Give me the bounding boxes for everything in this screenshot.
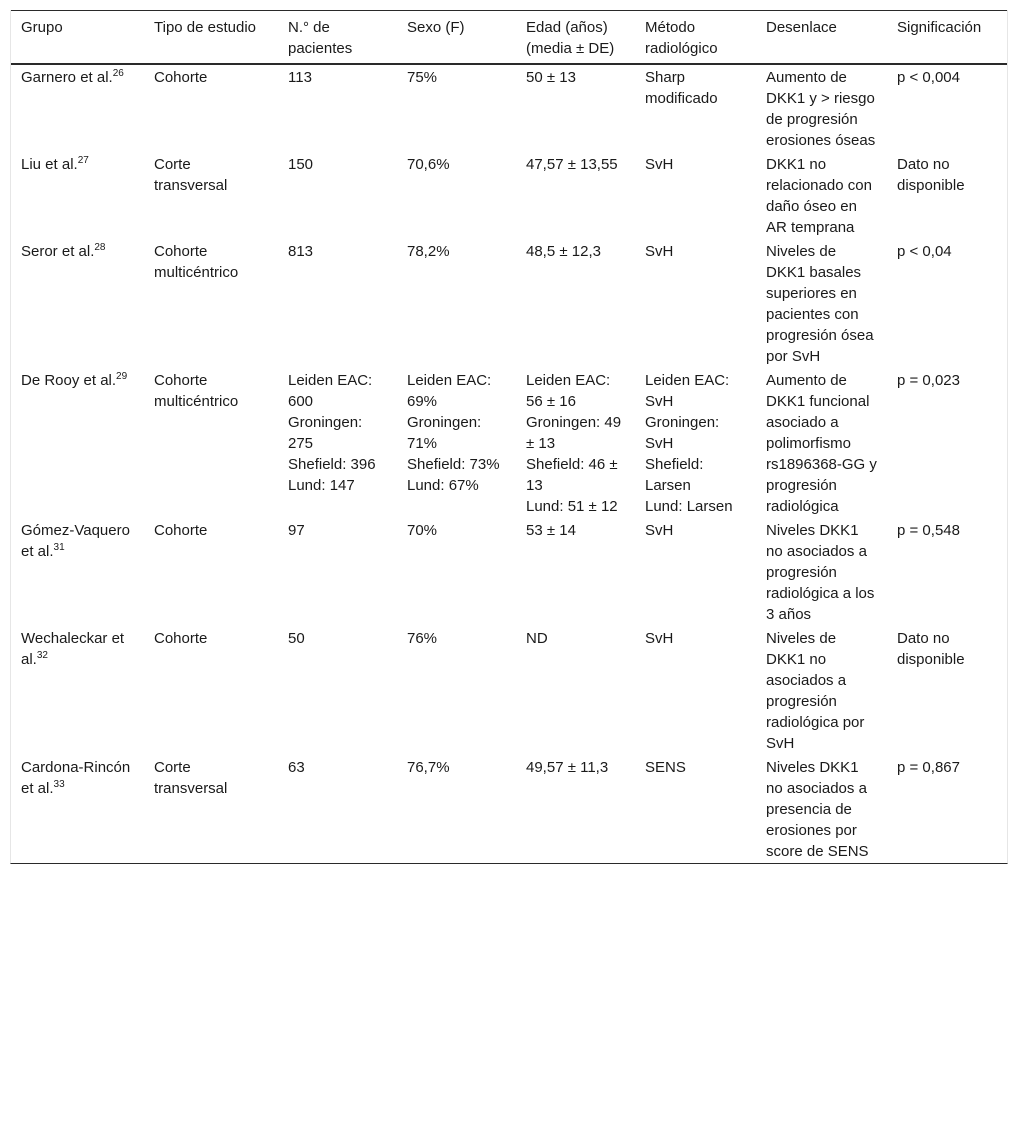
reference-number: 26: [112, 68, 124, 79]
cell-metodo: [635, 518, 756, 626]
cell-edad: [516, 64, 635, 152]
cell-sexo: [397, 518, 516, 626]
cell-line: 49,57 ± 11,3: [526, 759, 609, 776]
cell-significacion: p < 0,04: [897, 243, 952, 260]
cell-line: 47,57 ± 13,55: [526, 156, 618, 173]
cell-significacion: p = 0,548: [897, 522, 960, 539]
cell-line: Leiden EAC: 600: [288, 372, 373, 410]
cell-line: 50: [288, 630, 305, 647]
cell-desenlace: Aumento de DKK1 funcional asociado a polimorfismo rs1896368-GG y progresión radiológica: [766, 372, 877, 515]
cell-edad: [516, 152, 635, 239]
group-name: Liu et al.: [21, 156, 78, 173]
cell-line: 76%: [407, 630, 438, 647]
cell-line: Lund: 147: [288, 477, 355, 494]
cell-line: Groningen: SvH: [645, 414, 720, 452]
table-row: [11, 368, 1007, 518]
reference-number: 33: [53, 779, 65, 790]
cell-significacion: Dato no disponible: [897, 630, 965, 668]
reference-number: 27: [77, 155, 89, 166]
cell-significacion: Dato no disponible: [897, 156, 965, 194]
cell-desenlace: DKK1 no relacionado con daño óseo en AR temprana: [766, 156, 872, 236]
cell-line: 813: [288, 243, 314, 260]
cell-line: Groningen: 49 ± 13: [526, 414, 622, 452]
group-name: Cardona-Rincón et al.: [21, 759, 131, 797]
table-row: [11, 626, 1007, 755]
table-body: [11, 64, 1007, 863]
table-row: [11, 518, 1007, 626]
cell-pacientes: [278, 626, 397, 755]
group-name: De Rooy et al.: [21, 372, 117, 389]
header-edad: Edad (años) (media ± DE): [516, 11, 635, 65]
cell-line: 150: [288, 156, 314, 173]
cell-line: Shefield: 46 ± 13: [526, 456, 618, 494]
cell-line: SvH: [645, 630, 674, 647]
cell-desenlace: Niveles de DKK1 no asociados a progresión radiológica por SvH: [766, 630, 865, 752]
reference-number: 31: [53, 542, 65, 553]
cell-line: 63: [288, 759, 305, 776]
cell-line: Lund: 67%: [407, 477, 479, 494]
cell-desenlace: Niveles DKK1 no asociados a progresión radiológica a los 3 años: [766, 522, 875, 623]
cell-line: 70,6%: [407, 156, 450, 173]
cell-line: ND: [526, 630, 548, 647]
cell-line: Shefield: 73%: [407, 456, 500, 473]
header-desenlace: Desenlace: [756, 11, 887, 65]
cell-line: 75%: [407, 69, 438, 86]
cell-line: 113: [288, 69, 312, 86]
cell-metodo: [635, 368, 756, 518]
cell-line: Leiden EAC: 56 ± 16: [526, 372, 611, 410]
cell-line: 48,5 ± 12,3: [526, 243, 601, 260]
cell-line: SvH: [645, 156, 674, 173]
header-grupo: Grupo: [11, 11, 144, 65]
cell-desenlace: Niveles de DKK1 basales superiores en pacientes con progresión ósea por SvH: [766, 243, 874, 365]
cell-edad: [516, 368, 635, 518]
cell-metodo: [635, 152, 756, 239]
cell-line: 70%: [407, 522, 438, 539]
cell-edad: [516, 626, 635, 755]
cell-tipo: Cohorte: [154, 630, 208, 647]
cell-significacion: p < 0,004: [897, 69, 960, 86]
group-name: Gómez-Vaquero et al.: [21, 522, 130, 560]
cell-line: SENS: [645, 759, 686, 776]
cell-grupo: [11, 755, 144, 863]
cell-line: 50 ± 13: [526, 69, 576, 86]
cell-significacion: p = 0,867: [897, 759, 960, 776]
cell-metodo: [635, 626, 756, 755]
cell-line: Lund: Larsen: [645, 498, 733, 515]
group-name: Garnero et al.: [21, 69, 113, 86]
cell-line: Groningen: 71%: [407, 414, 482, 452]
table-row: [11, 64, 1007, 152]
header-significacion: Significación: [887, 11, 1007, 65]
cell-line: Leiden EAC: SvH: [645, 372, 730, 410]
table-row: [11, 152, 1007, 239]
cell-pacientes: [278, 152, 397, 239]
cell-tipo: Corte transversal: [154, 156, 228, 194]
cell-grupo: [11, 64, 144, 152]
cell-tipo: Cohorte multicéntrico: [154, 243, 239, 281]
cell-edad: [516, 239, 635, 368]
cell-desenlace: Aumento de DKK1 y > riesgo de progresión erosiones óseas: [766, 69, 876, 149]
reference-number: 28: [94, 242, 106, 253]
cell-tipo: Cohorte: [154, 522, 208, 539]
cell-sexo: [397, 626, 516, 755]
cell-sexo: [397, 368, 516, 518]
header-row: [11, 11, 1007, 65]
group-name: Wechaleckar et al.: [21, 630, 125, 668]
cell-sexo: [397, 152, 516, 239]
cell-grupo: [11, 152, 144, 239]
reference-number: 32: [36, 650, 48, 661]
cell-metodo: [635, 239, 756, 368]
cell-line: SvH: [645, 522, 674, 539]
group-name: Seror et al.: [21, 243, 95, 260]
cell-desenlace: Niveles DKK1 no asociados a presencia de erosiones por score de SENS: [766, 759, 869, 860]
cell-pacientes: [278, 518, 397, 626]
header-metodo: Método radiológico: [635, 11, 756, 65]
table-row: [11, 239, 1007, 368]
cell-tipo: Cohorte: [154, 69, 208, 86]
cell-sexo: [397, 755, 516, 863]
cell-line: Shefield: Larsen: [645, 456, 704, 494]
cell-grupo: [11, 626, 144, 755]
table-row: [11, 755, 1007, 863]
cell-tipo: Corte transversal: [154, 759, 228, 797]
cell-line: Lund: 51 ± 12: [526, 498, 618, 515]
cell-grupo: [11, 368, 144, 518]
cell-tipo: Cohorte multicéntrico: [154, 372, 239, 410]
header-pacientes: N.° de pacientes: [278, 11, 397, 65]
cell-line: 97: [288, 522, 305, 539]
cell-line: 76,7%: [407, 759, 450, 776]
cell-pacientes: [278, 368, 397, 518]
cell-line: Groningen: 275: [288, 414, 363, 452]
dkk1-studies-table: [11, 10, 1007, 863]
study-table-container: [10, 10, 1008, 864]
cell-line: Leiden EAC: 69%: [407, 372, 492, 410]
cell-edad: [516, 518, 635, 626]
cell-significacion: p = 0,023: [897, 372, 960, 389]
cell-sexo: [397, 239, 516, 368]
cell-sexo: [397, 64, 516, 152]
cell-pacientes: [278, 755, 397, 863]
header-tipo-estudio: Tipo de estudio: [144, 11, 278, 65]
cell-line: 53 ± 14: [526, 522, 576, 539]
cell-line: Sharp modificado: [645, 69, 718, 107]
cell-line: Shefield: 396: [288, 456, 376, 473]
header-sexo: Sexo (F): [397, 11, 516, 65]
cell-grupo: [11, 518, 144, 626]
cell-line: 78,2%: [407, 243, 450, 260]
cell-pacientes: [278, 64, 397, 152]
cell-edad: [516, 755, 635, 863]
cell-pacientes: [278, 239, 397, 368]
reference-number: 29: [116, 371, 128, 382]
cell-line: SvH: [645, 243, 674, 260]
cell-metodo: [635, 64, 756, 152]
cell-metodo: [635, 755, 756, 863]
cell-grupo: [11, 239, 144, 368]
